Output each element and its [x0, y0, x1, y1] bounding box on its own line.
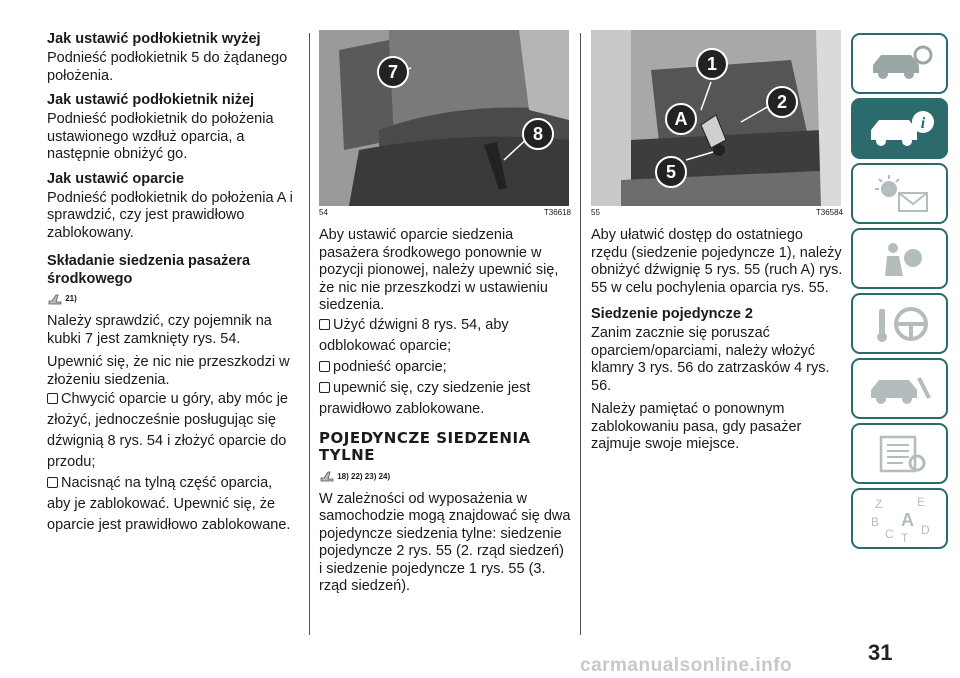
step-text: podnieść oparcie;: [333, 358, 447, 375]
airbag-icon: [865, 238, 935, 280]
figure-code: T36618: [543, 208, 571, 217]
checkbox-icon: [319, 382, 330, 393]
step-text: Nacisnąć na tylną część oparcia, aby je zablokować. Upewnić się, że oparcie jest prawidłowo zablokowane.: [47, 475, 291, 533]
text-ensure: Upewnić się, że nic nie przeszkodzi w złożeniu siedzenia.: [47, 354, 290, 388]
step-text: upewnić się, czy siedzenie jest prawidłowo zablokowane.: [319, 379, 531, 417]
heading-backrest: Jak ustawić oparcie: [47, 170, 185, 187]
page-number: 31: [868, 640, 893, 665]
watermark: carmanualsonline.info: [580, 655, 793, 676]
text-belt-reminder: Należy pamiętać o ponownym zablokowaniu pasa, gdy pasażer zajmuje swoje miejsce.: [591, 401, 802, 452]
tab-lights-message[interactable]: [851, 163, 948, 224]
step-fold-1: [47, 389, 299, 473]
heading-armrest-down: Jak ustawić podłokietnik niżej: [47, 92, 255, 108]
text-restore-backrest: Aby ustawić oparcie siedzenia pasażera środkowego ponownie w pozycji pionowej, należy upewnić się, że nic nie przeszkodzi w ustawieniu siedzenia.: [319, 227, 559, 313]
warning-ref-text: 21): [65, 294, 77, 303]
car-dashboard-icon: [865, 43, 935, 85]
warning-ref: [47, 290, 299, 307]
lights-message-icon: [865, 173, 935, 215]
checkbox-icon: [319, 361, 330, 372]
figure-code: T36584: [815, 208, 843, 217]
tab-car-service[interactable]: [851, 358, 948, 419]
figure-number: 54: [319, 208, 328, 217]
tab-key-steering[interactable]: [851, 293, 948, 354]
callout-8: 8: [522, 118, 554, 150]
callout-1: 1: [696, 48, 728, 80]
checkbox-icon: [319, 319, 330, 330]
tab-car-dashboard[interactable]: [851, 33, 948, 94]
figure-54: [319, 30, 569, 206]
column-1: [47, 30, 299, 536]
svg-text:B: B: [870, 514, 879, 529]
step-restore-3: [319, 378, 571, 420]
step-fold-2: [47, 473, 299, 536]
svg-text:D: D: [920, 522, 930, 537]
warning-refs-text: 18) 22) 23) 24): [337, 471, 391, 481]
section-title-rear-seats: POJEDYNCZE SIEDZENIA TYLNE: [319, 428, 531, 464]
car-service-icon: [865, 368, 935, 410]
tab-alphabet-index[interactable]: [851, 488, 948, 549]
step-text: Chwycić oparcie u góry, aby móc je złożyć, jednocześnie posługując się dźwignią 8 rys. 54 i złożyć oparcie do przodu;: [47, 391, 288, 470]
step-restore-1: [319, 315, 571, 357]
documents-icon: [865, 433, 935, 475]
column-3: [591, 30, 843, 460]
svg-text:C: C: [884, 526, 894, 541]
figure-54-caption: [319, 208, 571, 217]
callout-A: A: [665, 103, 697, 135]
warning-hand-icon: [319, 469, 335, 483]
checkbox-icon: [47, 393, 58, 404]
text-access-last-row: Aby ułatwić dostęp do ostatniego rzędu (siedzenie pojedyncze 1), należy obniżyć dźwignię 5 rys. 55 (ruch A) rys. 55 w celu pochylenia oparcia rys. 55.: [591, 227, 843, 296]
alphabet-index-icon: [865, 494, 935, 544]
callout-5: 5: [655, 156, 687, 188]
text-buckles: Zanim zacznie się poruszać oparciem/oparciami, należy włożyć klamry 3 rys. 56 do zatrzasków 4 rys. 56.: [591, 325, 830, 394]
text-armrest-down: Podnieść podłokietnik do położenia ustawionego wzdłuż oparcia, a następnie obniżyć go.: [47, 111, 274, 162]
svg-text:A: A: [900, 509, 914, 530]
figure-55-caption: [591, 208, 843, 217]
figure-55: [591, 30, 841, 206]
tab-documents[interactable]: [851, 423, 948, 484]
text-rear-seats: W zależności od wyposażenia w samochodzie mogą znajdować się dwa pojedyncze siedzenia tylne: siedzenie pojedyncze 2 rys. 55 (2. rząd siedzeń) i siedzenie pojedyncze 1 rys. 55 (3. rząd siedzeń).: [319, 490, 571, 594]
figure-number: 55: [591, 208, 600, 217]
svg-text:Z: Z: [874, 496, 882, 511]
heading-fold-seat: Składanie siedzenia pasażera środkowego: [47, 253, 251, 287]
heading-single-seat-2: Siedzenie pojedyncze 2: [591, 306, 753, 322]
text-armrest-up: Podnieść podłokietnik 5 do żądanego położenia.: [47, 50, 288, 84]
tab-airbag[interactable]: [851, 228, 948, 289]
heading-armrest-up: Jak ustawić podłokietnik wyżej: [47, 31, 261, 47]
column-divider: [580, 33, 581, 635]
svg-text:i: i: [920, 114, 925, 132]
svg-text:T: T: [900, 530, 908, 544]
car-info-icon: [865, 108, 935, 150]
warning-refs: [319, 468, 571, 485]
chapter-sidebar: [851, 33, 948, 553]
svg-text:E: E: [916, 494, 925, 509]
tab-car-info[interactable]: [851, 98, 948, 159]
key-steering-icon: [865, 303, 935, 345]
column-divider: [309, 33, 310, 635]
text-backrest: Podnieść podłokietnik do położenia A i sprawdzić, czy jest prawidłowo zablokowany.: [47, 189, 293, 241]
step-restore-2: [319, 357, 571, 378]
callout-2: 2: [766, 86, 798, 118]
checkbox-icon: [47, 477, 58, 488]
callout-7: 7: [377, 56, 409, 88]
text-check-cupholder: Należy sprawdzić, czy pojemnik na kubki 7 jest zamknięty rys. 54.: [47, 313, 272, 347]
warning-hand-icon: [47, 292, 63, 306]
column-2: [319, 30, 571, 602]
step-text: Użyć dźwigni 8 rys. 54, aby odblokować oparcie;: [319, 316, 509, 354]
